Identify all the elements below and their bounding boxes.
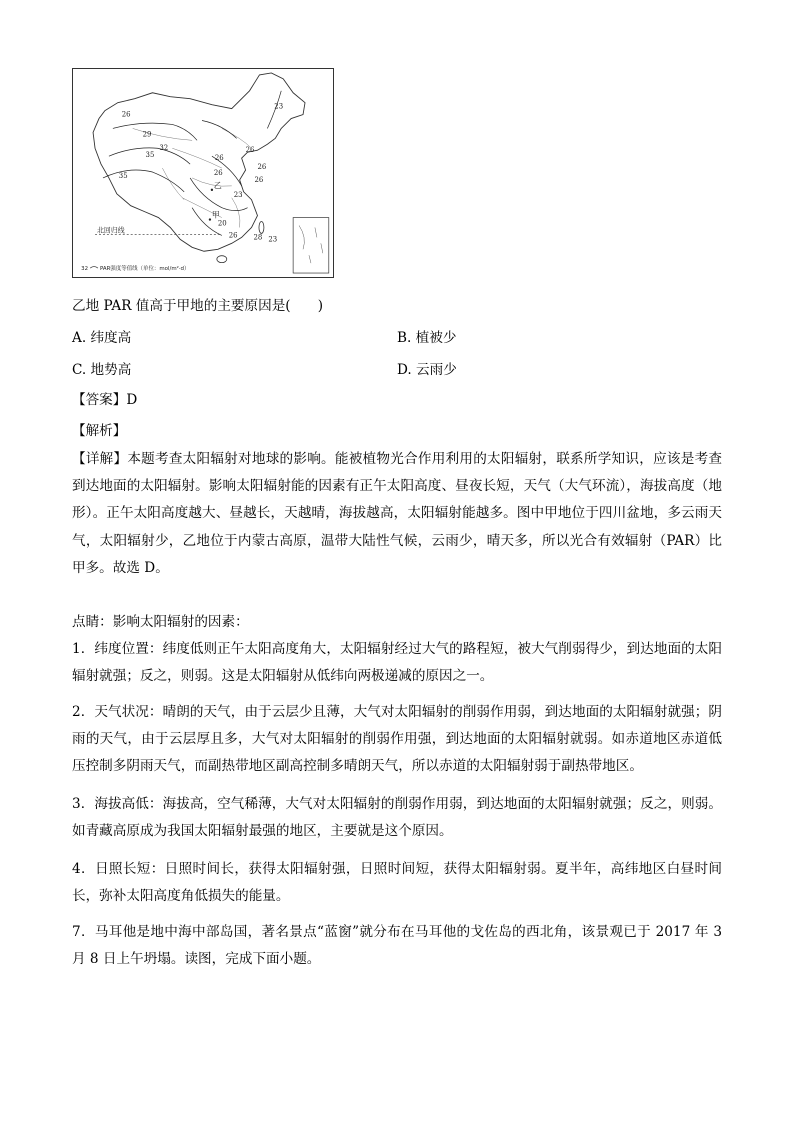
contour-label: 35 (145, 151, 155, 160)
contour-label: 26 (257, 163, 267, 172)
analysis-label: 【解析】 (72, 423, 127, 439)
factor-4: 4．日照长短：日照时间长，获得太阳辐射强，日照时间短，获得太阳辐射弱。夏半年，高纬地区白昼时间长，弥补太阳高度角低损失的能量。 (72, 861, 722, 905)
factor-3: 3．海拔高低：海拔高，空气稀薄，大气对太阳辐射的削弱作用弱，到达地面的太阳辐射就强；反之，则弱。如青藏高原成为我国太阳辐射最强的地区，主要就是这个原因。 (72, 796, 722, 840)
contour-label: 23 (268, 235, 278, 244)
contour-label: 35 (118, 171, 128, 180)
option-c: C. 地势高 (72, 362, 132, 378)
china-outline (93, 73, 305, 251)
contour-label: 26 (245, 146, 255, 155)
south-sea-inset (293, 218, 329, 273)
contour-label: 26 (228, 231, 238, 240)
contour-label: 26 (254, 175, 264, 184)
par-contour-map (72, 68, 334, 278)
contour-label: 23 (233, 190, 243, 199)
contour-label: 32 (159, 144, 169, 153)
factor-2: 2．天气状况：晴朗的天气，由于云层少且薄，大气对太阳辐射的削弱作用弱，到达地面的太阳辐射就强；阴雨的天气，由于云层厚且多，大气对太阳辐射的削弱作用强，到达地面的太阳辐射就弱。如赤道地区赤道低压控制多阴雨天气，而副热带地区副高控制多晴朗天气，所以赤道的太阳辐射弱于副热带地区。 (72, 704, 722, 775)
contour-label: 29 (142, 130, 152, 139)
factor-1: 1．纬度位置：纬度低则正午太阳高度角大，太阳辐射经过大气的路程短，被大气削弱得少，到达地面的太阳辐射就强；反之，则弱。这是太阳辐射从低纬向两极递减的原因之一。 (72, 641, 722, 685)
answer-label: 【答案】D (72, 392, 138, 408)
detail-paragraph: 【详解】本题考查太阳辐射对地球的影响。能被植物光合作用利用的太阳辐射，联系所学知识，应该是考查到达地面的太阳辐射。影响太阳辐射能的因素有正午太阳高度、昼夜长短，天气（大气环流），海拔高度（地形）。正午太阳高度越大、昼越长，天越晴，海拔越高，太阳辐射能越多。图中甲地位于四川盆地，多云雨天气，太阳辐射少，乙地位于内蒙古高原，温带大陆性气候，云雨少，晴天多，所以光合有效辐射（PAR）比甲多。故选 D。 (72, 451, 722, 576)
marker-yi: 乙 (213, 180, 222, 190)
contour-label: 26 (121, 110, 131, 119)
marker-yi-dot (211, 189, 213, 191)
inner-boundaries (133, 128, 252, 227)
legend-text: PAR强度等值线（单位：mol/m²·d） (99, 266, 190, 273)
taiwan-island (259, 222, 264, 234)
marker-jia: 甲 (211, 210, 220, 220)
tropic-label: 北回归线 (97, 226, 125, 235)
option-d: D. 云雨少 (397, 362, 457, 378)
china-map-figure (73, 69, 333, 277)
contour-label: 26 (213, 168, 223, 177)
contour-label: 28 (253, 233, 263, 242)
legend-number: 32 (81, 266, 89, 273)
contour-label: 20 (217, 219, 227, 228)
question-7: 7．马耳他是地中海中部岛国，著名景点“蓝窗”就分布在马耳他的戈佐岛的西北角，该景观已于 2017 年 3 月 8 日上午坍塌。读图，完成下面小题。 (72, 924, 722, 968)
option-b: B. 植被少 (397, 330, 457, 346)
dianjing-line: 点睛：影响太阳辐射的因素： (72, 614, 249, 630)
legend-line (90, 267, 98, 268)
marker-jia-dot (209, 218, 211, 220)
contour-label: 23 (274, 102, 284, 111)
contour-label: 26 (214, 154, 224, 163)
question-text: 乙地 PAR 值高于甲地的主要原因是( ) (72, 298, 324, 314)
hainan-island (217, 256, 227, 263)
option-a: A. 纬度高 (72, 330, 132, 346)
